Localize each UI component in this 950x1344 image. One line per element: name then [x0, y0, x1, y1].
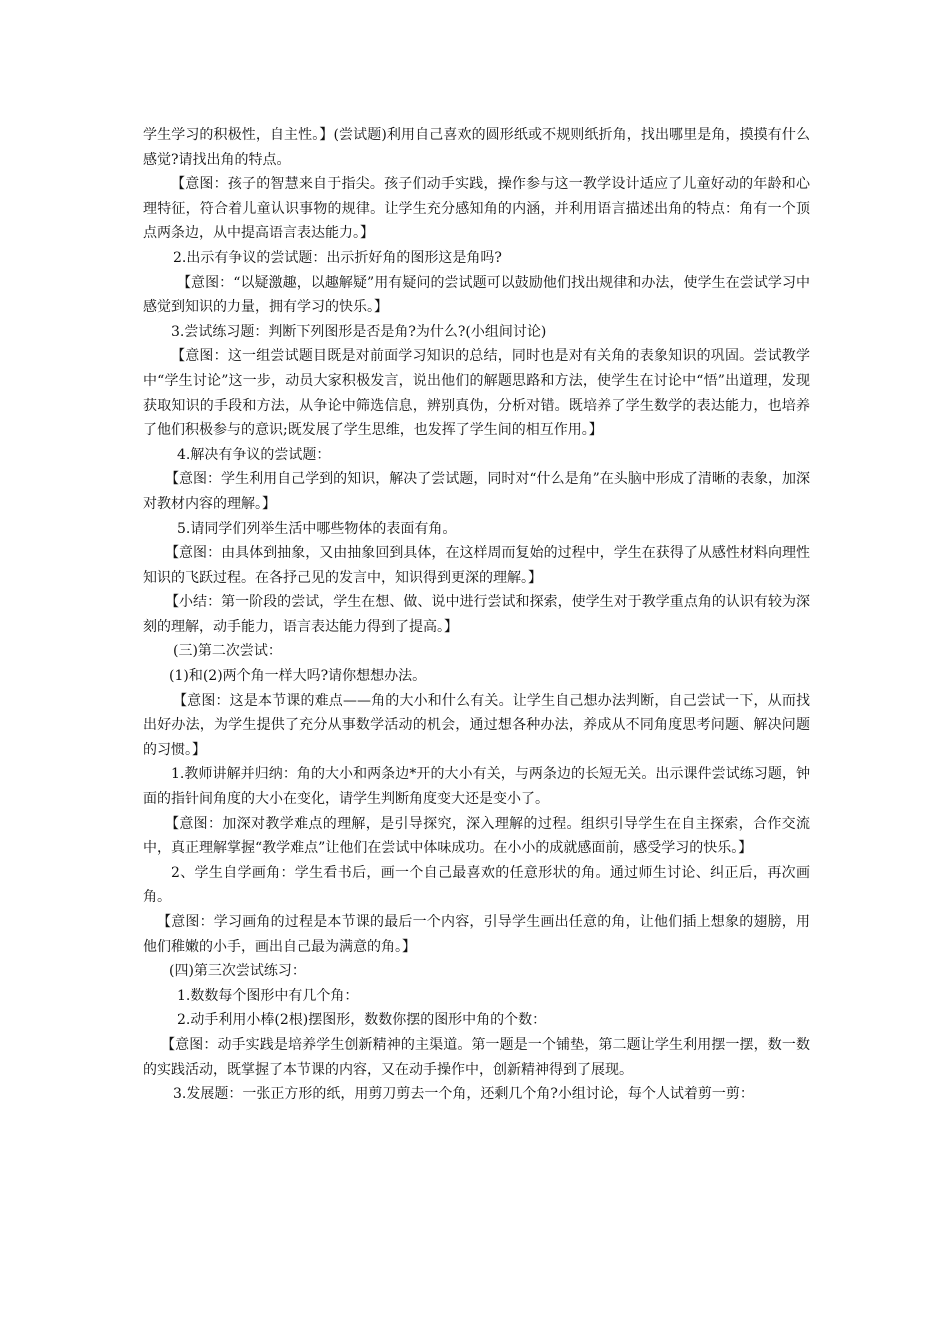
paragraph: 5.请同学们列举生活中哪些物体的表面有角。	[177, 520, 457, 537]
paragraph: 【意图：学生利用自己学到的知识，解决了尝试题，同时对“什么是角”在头脑中形成了清晰的表象，加深对教材内容的理解。】	[143, 471, 810, 512]
paragraph: 2.出示有争议的尝试题：出示折好角的图形这是角吗?	[173, 249, 502, 266]
document-body	[143, 123, 810, 1107]
paragraph: 【意图：孩子的智慧来自于指尖。孩子们动手实践，操作参与这一教学设计适应了儿童好动的年龄和心理特征，符合着儿童认识事物的规律。让学生充分感知角的内涵，并利用语言描述出角的特点：角有一个顶点两条边，从中提高语言表达能力。】	[143, 176, 810, 242]
paragraph: 2、学生自学画角：学生看书后，画一个自己最喜欢的任意形状的角。通过师生讨论、纠正后，再次画角。	[143, 864, 810, 906]
paragraph: (三)第二次尝试：	[173, 643, 282, 660]
paragraph: 3.尝试练习题：判断下列图形是否是角?为什么?(小组间讨论)	[171, 323, 547, 340]
paragraph: 【意图：这一组尝试题目既是对前面学习知识的总结，同时也是对有关角的表象知识的巩固。尝试教学中“学生讨论”这一步，动员大家积极发言，说出他们的解题思路和方法，使学生在讨论中“悟”出道理，发现获取知识的手段和方法，从争论中筛选信息，辨别真伪，分析对错。既培养了学生数学的表达能力，也培养了他们积极参与的意识;既发展了学生思维，也发挥了学生间的相互作用。】	[143, 348, 810, 439]
paragraph: (1)和(2)两个角一样大吗?请你想想办法。	[169, 668, 427, 685]
paragraph: 【意图：加深对教学难点的理解，是引导探究，深入理解的过程。组织引导学生在自主探索，合作交流中，真正理解掌握“教学难点”让他们在尝试中体味成功。在小小的成就感面前，感受学习的快乐。】	[143, 815, 810, 857]
paragraph: 2.动手利用小棒(2根)摆图形，数数你摆的图形中角的个数：	[177, 1012, 547, 1029]
paragraph: 【意图：这是本节课的难点——角的大小和什么有关。让学生自己想办法判断，自己尝试一下，从而找出好办法，为学生提供了充分从事数学活动的机会，通过想各种办法，养成从不同角度思考问题、解决问题的习惯。】	[143, 692, 810, 758]
paragraph: 4.解决有争议的尝试题：	[177, 446, 331, 463]
paragraph: 1.数数每个图形中有几个角：	[177, 987, 359, 1004]
paragraph: 【意图：由具体到抽象，又由抽象回到具体，在这样周而复始的过程中，学生在获得了从感性材料向理性知识的飞跃过程。在各抒己见的发言中，知识得到更深的理解。】	[143, 545, 810, 586]
paragraph: (四)第三次尝试练习：	[169, 963, 306, 980]
paragraph: 【意图：动手实践是培养学生创新精神的主渠道。第一题是一个铺垫，第二题让学生利用摆一摆，数一数的实践活动，既掌握了本节课的内容，又在动手操作中，创新精神得到了展现。	[143, 1036, 810, 1078]
paragraph: 【意图：“以疑激趣，以趣解疑”用有疑问的尝试题可以鼓励他们找出规律和办法，使学生在尝试学习中感觉到知识的力量，拥有学习的快乐。】	[143, 274, 810, 316]
paragraph: 【意图：学习画角的过程是本节课的最后一个内容，引导学生画出任意的角，让他们插上想象的翅膀，用他们稚嫩的小手，画出自己最为满意的角。】	[143, 914, 810, 955]
paragraph: 3.发展题：一张正方形的纸，用剪刀剪去一个角，还剩几个角?小组讨论，每个人试着剪一剪：	[173, 1086, 754, 1103]
paragraph: 【小结：第一阶段的尝试，学生在想、做、说中进行尝试和探索，使学生对于教学重点角的认识有较为深刻的理解，动手能力，语言表达能力得到了提高。】	[143, 594, 810, 635]
paragraph: 1.教师讲解并归纳：角的大小和两条边*开的大小有关，与两条边的长短无关。出示课件尝试练习题，钟面的指针间角度的大小在变化，请学生判断角度变大还是变小了。	[143, 766, 810, 808]
paragraph: 学生学习的积极性，自主性。】(尝试题)利用自己喜欢的圆形纸或不规则纸折角，找出哪里是角，摸摸有什么感觉?请找出角的特点。	[143, 127, 810, 168]
